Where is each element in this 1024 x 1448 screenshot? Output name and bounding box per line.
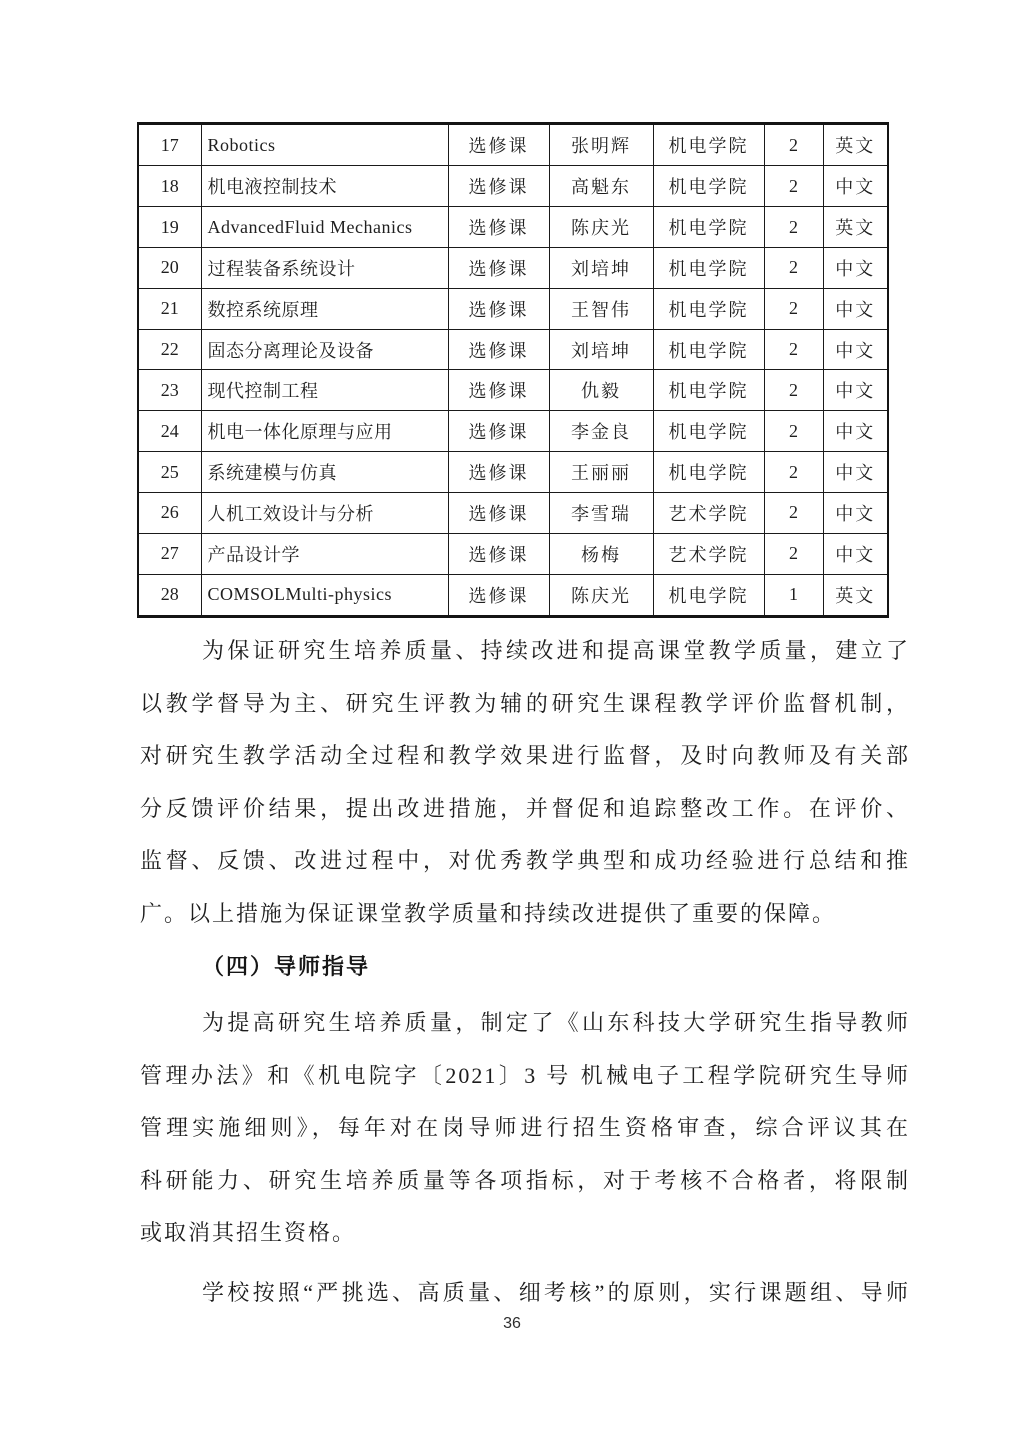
cell-course-type: 选修课 [448,124,549,166]
cell-row-number: 26 [138,492,201,533]
cell-teacher-name: 高魁东 [549,166,653,207]
cell-course-type: 选修课 [448,533,549,574]
course-table-body [138,124,888,617]
cell-college-name: 机电学院 [653,329,764,370]
paragraph-line: 管理办法》和《机电院字〔2021〕3 号 机械电子工程学院研究生导师 [140,1062,910,1088]
cell-row-number: 24 [138,411,201,452]
cell-row-number: 28 [138,574,201,616]
cell-course-type: 选修课 [448,492,549,533]
section-heading-mentor-guidance: （四）导师指导 [202,954,371,979]
cell-credits: 2 [764,247,823,288]
cell-college-name: 机电学院 [653,124,764,166]
paragraph-line: 以教学督导为主、研究生评教为辅的研究生课程教学评价监督机制， [140,690,910,716]
table-row [138,166,888,207]
cell-course-type: 选修课 [448,207,549,248]
cell-college-name: 机电学院 [653,411,764,452]
cell-course-type: 选修课 [448,247,549,288]
cell-course-type: 选修课 [448,370,549,411]
cell-course-name: Robotics [201,124,448,166]
paragraph-line: 或取消其招生资格。 [140,1220,357,1245]
paragraph-line: 对研究生教学活动全过程和教学效果进行监督，及时向教师及有关部 [140,743,910,768]
paragraph-line: 分反馈评价结果，提出改进措施，并督促和追踪整改工作。在评价、 [140,795,910,821]
table-row [138,247,888,288]
paragraph-line: 科研能力、研究生培养质量等各项指标，对于考核不合格者，将限制 [140,1167,910,1193]
cell-course-name: AdvancedFluid Mechanics [201,207,448,248]
paragraph-teaching-quality [140,625,910,940]
cell-course-name: 数控系统原理 [201,288,448,329]
cell-language: 中文 [823,533,888,574]
cell-teacher-name: 李金良 [549,411,653,452]
cell-credits: 2 [764,492,823,533]
cell-credits: 1 [764,574,823,616]
cell-college-name: 机电学院 [653,166,764,207]
cell-credits: 2 [764,370,823,411]
cell-course-name: 系统建模与仿真 [201,452,448,493]
cell-language: 中文 [823,370,888,411]
cell-college-name: 机电学院 [653,574,764,616]
cell-row-number: 21 [138,288,201,329]
paragraph-line: 管理实施细则》，每年对在岗导师进行招生资格审查，综合评议其在 [140,1115,910,1140]
cell-course-name: 现代控制工程 [201,370,448,411]
paragraph-line: 为提高研究生培养质量，制定了《山东科技大学研究生指导教师 [202,1010,910,1035]
cell-language: 中文 [823,411,888,452]
paragraph-selection-principle [140,1267,910,1320]
cell-teacher-name: 杨梅 [549,533,653,574]
cell-credits: 2 [764,124,823,166]
table-row [138,370,888,411]
cell-language: 中文 [823,166,888,207]
cell-row-number: 18 [138,166,201,207]
cell-credits: 2 [764,288,823,329]
cell-teacher-name: 王智伟 [549,288,653,329]
table-row [138,492,888,533]
cell-language: 英文 [823,207,888,248]
cell-row-number: 22 [138,329,201,370]
cell-language: 中文 [823,329,888,370]
cell-teacher-name: 张明辉 [549,124,653,166]
cell-row-number: 20 [138,247,201,288]
table-row [138,411,888,452]
cell-credits: 2 [764,166,823,207]
cell-row-number: 23 [138,370,201,411]
cell-credits: 2 [764,533,823,574]
cell-language: 中文 [823,247,888,288]
cell-course-name: 固态分离理论及设备 [201,329,448,370]
table-row [138,329,888,370]
cell-course-name: 机电一体化原理与应用 [201,411,448,452]
cell-course-type: 选修课 [448,574,549,616]
cell-course-type: 选修课 [448,288,549,329]
cell-teacher-name: 陈庆光 [549,207,653,248]
table-row [138,288,888,329]
cell-language: 中文 [823,288,888,329]
cell-course-type: 选修课 [448,411,549,452]
cell-teacher-name: 刘培坤 [549,329,653,370]
cell-teacher-name: 陈庆光 [549,574,653,616]
paragraph-mentor-management [140,997,910,1260]
cell-course-name: COMSOLMulti-physics [201,574,448,616]
cell-course-name: 产品设计学 [201,533,448,574]
cell-language: 中文 [823,492,888,533]
cell-course-name: 人机工效设计与分析 [201,492,448,533]
cell-row-number: 25 [138,452,201,493]
table-row [138,452,888,493]
cell-course-type: 选修课 [448,452,549,493]
cell-college-name: 机电学院 [653,452,764,493]
cell-language: 中文 [823,452,888,493]
cell-course-name: 过程装备系统设计 [201,247,448,288]
cell-course-name: 机电液控制技术 [201,166,448,207]
cell-college-name: 机电学院 [653,370,764,411]
cell-teacher-name: 刘培坤 [549,247,653,288]
cell-row-number: 27 [138,533,201,574]
cell-teacher-name: 王丽丽 [549,452,653,493]
paragraph-line: 广。以上措施为保证课堂教学质量和持续改进提供了重要的保障。 [140,900,837,926]
cell-row-number: 19 [138,207,201,248]
cell-language: 英文 [823,574,888,616]
table-row [138,207,888,248]
course-table [137,122,889,618]
cell-row-number: 17 [138,124,201,166]
paragraph-line: 学校按照“严挑选、高质量、细考核”的原则，实行课题组、导师 [202,1280,910,1305]
table-row [138,533,888,574]
cell-college-name: 机电学院 [653,207,764,248]
cell-course-type: 选修课 [448,166,549,207]
table-row [138,124,888,166]
cell-college-name: 艺术学院 [653,492,764,533]
cell-credits: 2 [764,207,823,248]
cell-credits: 2 [764,452,823,493]
table-row [138,574,888,616]
cell-college-name: 艺术学院 [653,533,764,574]
cell-course-type: 选修课 [448,329,549,370]
cell-teacher-name: 李雪瑞 [549,492,653,533]
cell-credits: 2 [764,329,823,370]
cell-teacher-name: 仇毅 [549,370,653,411]
paragraph-line: 监督、反馈、改进过程中，对优秀教学典型和成功经验进行总结和推 [140,848,910,873]
cell-college-name: 机电学院 [653,288,764,329]
page-number: 36 [503,1315,521,1332]
cell-language: 英文 [823,124,888,166]
paragraph-line: 为保证研究生培养质量、持续改进和提高课堂教学质量，建立了 [202,638,910,663]
cell-credits: 2 [764,411,823,452]
cell-college-name: 机电学院 [653,247,764,288]
